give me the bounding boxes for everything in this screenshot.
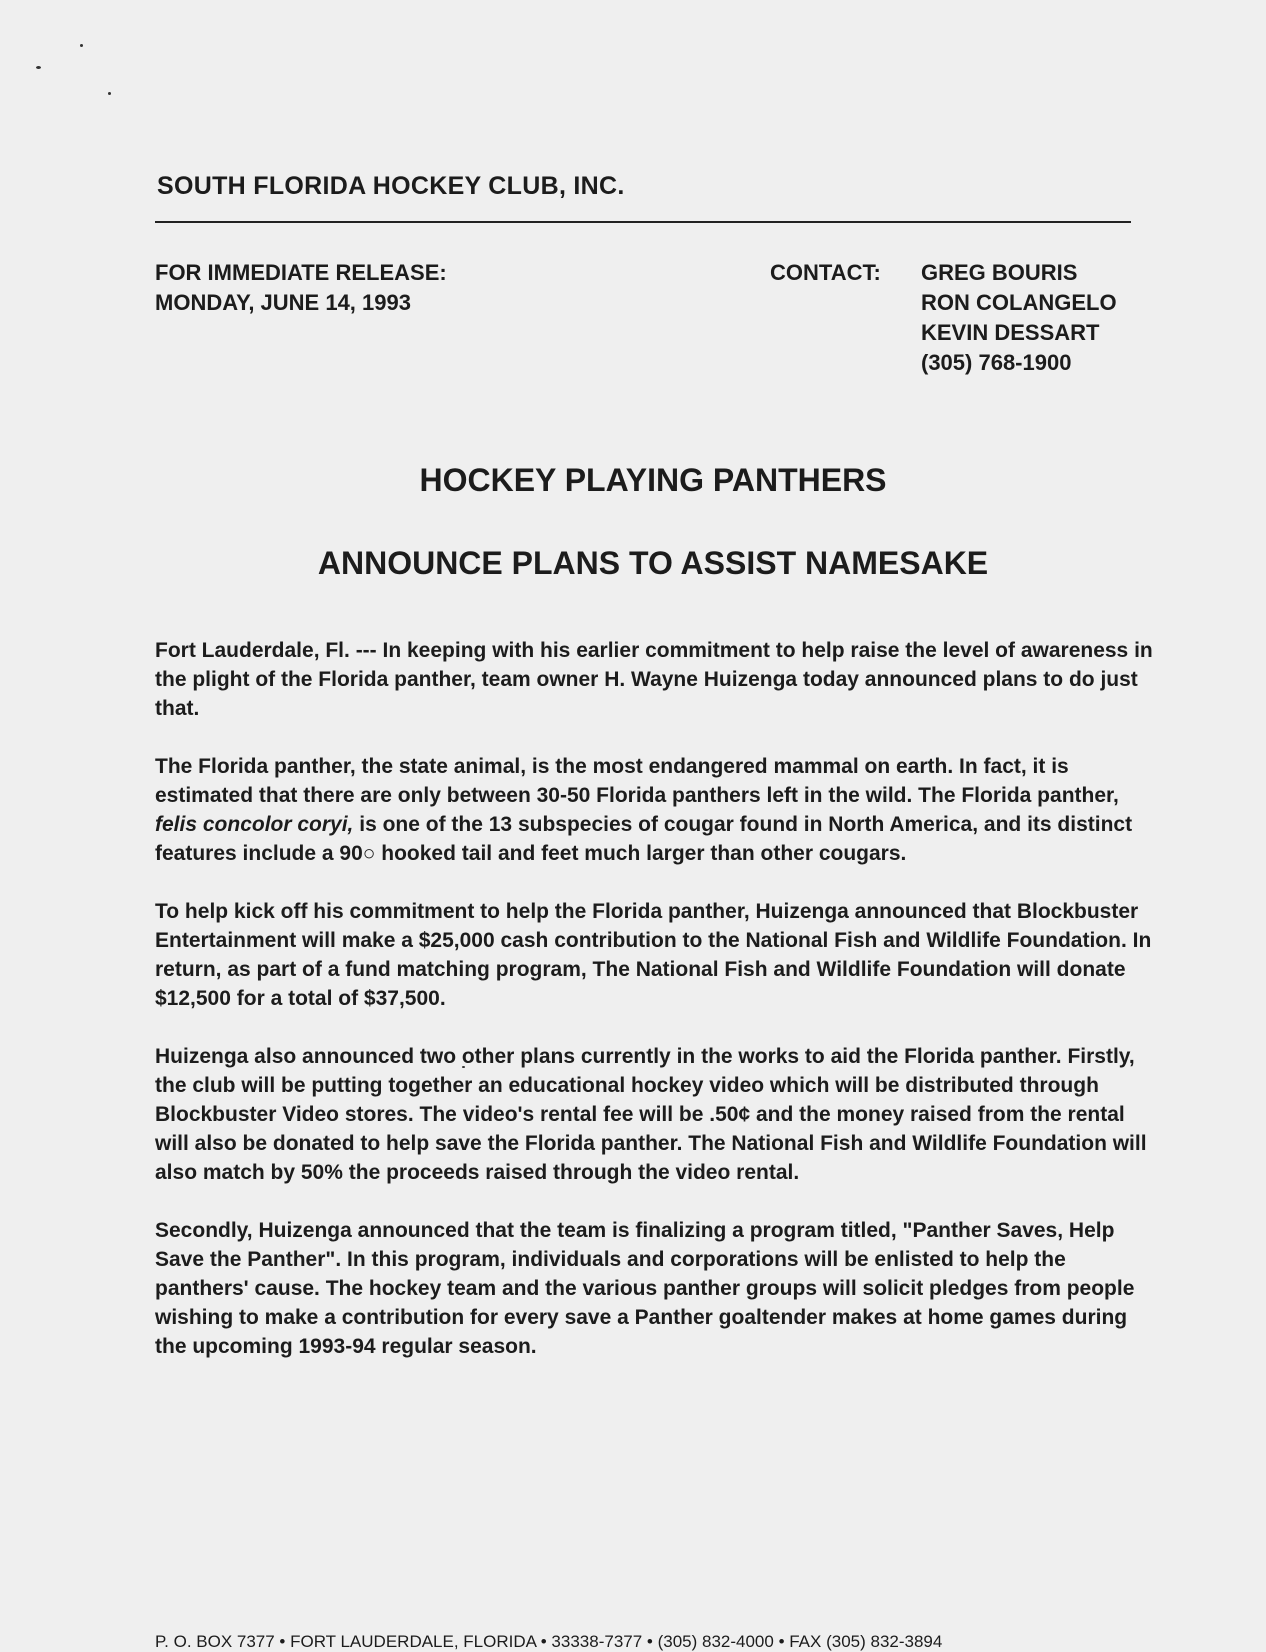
footer-address: P. O. BOX 7377 • FORT LAUDERDALE, FLORIDA • 33338-7377 • (305) 832-4000 • FAX (305) 832-3894 — [155, 1632, 943, 1651]
species-name: felis concolor coryi, — [155, 813, 354, 836]
headline-line-1: HOCKEY PLAYING PANTHERS — [419, 462, 887, 498]
letterhead-divider — [155, 221, 1131, 223]
scan-speck — [36, 66, 41, 69]
contact-name: RON COLANGELO — [921, 290, 1117, 315]
release-label: FOR IMMEDIATE RELEASE: — [155, 260, 447, 285]
contact-name: GREG BOURIS — [921, 260, 1078, 285]
paragraph-text: The Florida panther, the state animal, is the most endangered mammal on earth. In fact, it is estimated that there are only between 30-50 Florida panthers left in the wild. The Florida panther, — [155, 755, 1119, 807]
paragraph-contribution: To help kick off his commitment to help the Florida panther, Huizenga announced that Blockbuster Entertainment will make a $25,000 cash contribution to the National Fish and Wildlife Foundation. In return, as part of a fund matching program, The National Fish and Wildlife Foundation will donate $12,500 for a total of $37,500. — [155, 900, 1152, 1010]
scan-speck — [80, 44, 83, 47]
contact-block — [921, 258, 1117, 378]
paragraph-saves-program: Secondly, Huizenga announced that the team is finalizing a program titled, "Panther Saves, Help Save the Panther". In this program, individuals and corporations will be enlisted to help the panthers' cause. The hockey team and the various panther groups will solicit pledges from people wishing to make a contribution for every save a Panther goaltender makes at home games during the upcoming 1993-94 regular season. — [155, 1219, 1135, 1358]
release-body — [155, 636, 1155, 1390]
contact-name: KEVIN DESSART — [921, 320, 1100, 345]
scan-speck — [108, 92, 111, 95]
release-date: MONDAY, JUNE 14, 1993 — [155, 290, 411, 315]
paragraph-video-plan: Huizenga also announced two other plans currently in the works to aid the Florida panther. Firstly, the club will be putting together an educational hockey video which will be distributed through Blockbuster Video stores. The video's rental fee will be .50¢ and the money raised from the rental will also be donated to help save the Florida panther. The National Fish and Wildlife Foundation will also match by 50% the proceeds raised through the video rental. — [155, 1045, 1147, 1184]
letterhead-org-name: SOUTH FLORIDA HOCKEY CLUB, INC. — [157, 172, 625, 200]
headline-line-2: ANNOUNCE PLANS TO ASSIST NAMESAKE — [317, 545, 989, 581]
contact-phone: (305) 768-1900 — [921, 350, 1072, 375]
paragraph-panther-facts — [155, 752, 1155, 868]
contact-label: CONTACT: — [770, 260, 881, 285]
paragraph-intro: Fort Lauderdale, Fl. --- In keeping with his earlier commitment to help raise the level of awareness in the plight of the Florida panther, team owner H. Wayne Huizenga today announced plans to do just that. — [155, 639, 1153, 720]
release-block — [155, 258, 447, 318]
paragraph-text: is one of the 13 subspecies of cougar found in North America, and its distinct features include a 90○ hooked tail and feet much larger than other cougars. — [155, 813, 1133, 865]
